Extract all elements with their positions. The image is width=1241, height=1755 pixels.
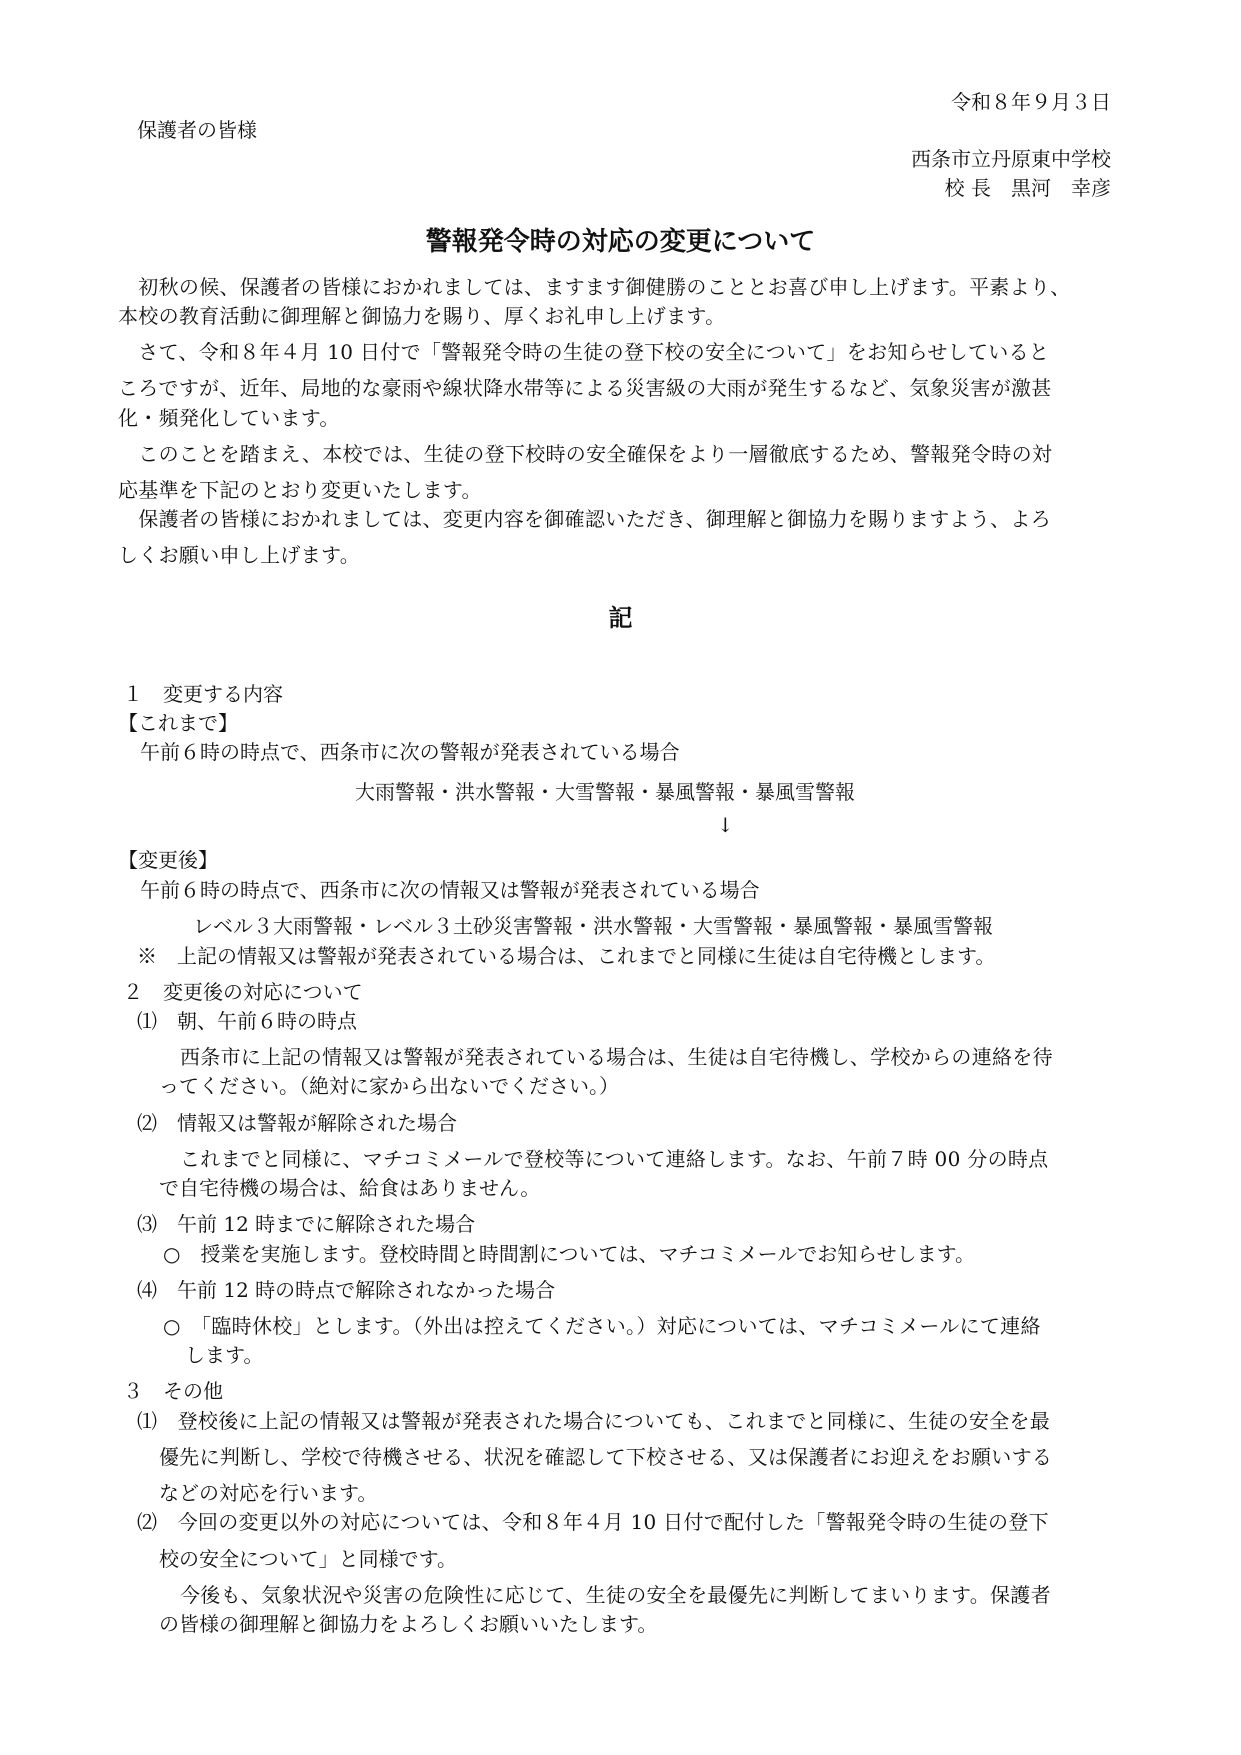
recipient: 保護者の皆様: [137, 118, 257, 142]
document-date: 令和８年９月３日: [951, 90, 1111, 114]
before-label: 【これまで】: [118, 711, 238, 735]
intro-line: 保護者の皆様におかれましては、変更内容を御確認いただき、御理解と御協力を賜りますよう、よろ: [118, 507, 1051, 531]
item-text: ○ 授業を実施します。登校時間と時間割については、マチコミメールでお知らせします。: [163, 1242, 976, 1266]
section-heading: ２ 変更後の対応について: [123, 980, 363, 1004]
after-label: 【変更後】: [118, 848, 218, 872]
closing-text: の皆様の御理解と御協力をよろしくお願いいたします。: [159, 1612, 658, 1636]
intro-line: このことを踏まえ、本校では、生徒の登下校時の安全確保をより一層徹底するため、警報発令時の対: [118, 442, 1053, 466]
item-text: で自宅待機の場合は、給食はありません。: [159, 1176, 541, 1200]
arrow-down-icon: ↓: [717, 813, 734, 837]
intro-line: ころですが、近年、局地的な豪雨や線状降水帯等による災害級の大雨が発生するなど、気象災害が激甚: [118, 376, 1052, 400]
ki-heading: 記: [608, 604, 633, 632]
item-text: 校の安全について」と同様です。: [159, 1547, 457, 1571]
after-text: 午前６時の時点で、西条市に次の情報又は警報が発表されている場合: [140, 878, 760, 902]
item-title: ⑴ 朝、午前６時の時点: [137, 1009, 357, 1033]
intro-line: 本校の教育活動に御理解と御協力を賜り、厚くお礼申し上げます。: [118, 304, 726, 328]
intro-line: 初秋の候、保護者の皆様におかれましては、ますます御健勝のこととお喜び申し上げます。平素より、: [118, 275, 1071, 299]
after-warning-list: レベル３大雨警報・レベル３土砂災害警報・洪水警報・大雪警報・暴風警報・暴風雪警報: [193, 914, 993, 938]
document-title: 警報発令時の対応の変更について: [425, 227, 816, 257]
before-text: 午前６時の時点で、西条市に次の警報が発表されている場合: [140, 740, 680, 764]
item-text: ○ 「臨時休校」とします。（外出は控えてください。）対応については、マチコミメールにて連絡: [163, 1314, 1041, 1338]
before-warning-list: 大雨警報・洪水警報・大雪警報・暴風警報・暴風雪警報: [355, 780, 855, 804]
section-heading: ３ その他: [123, 1379, 223, 1403]
item-title: ⑵ 情報又は警報が解除された場合: [137, 1111, 457, 1135]
item-title: ⑷ 午前 12 時の時点で解除されなかった場合: [137, 1278, 556, 1302]
intro-line: 化・頻発化しています。: [118, 406, 340, 430]
intro-line: しくお願い申し上げます。: [118, 543, 360, 567]
note: ※ 上記の情報又は警報が発表されている場合は、これまでと同様に生徒は自宅待機とします。: [137, 944, 996, 968]
item-text: します。: [185, 1343, 264, 1367]
item-text: ⑴ 登校後に上記の情報又は警報が発表された場合についても、これまでと同様に、生徒の安全を最: [137, 1409, 1051, 1433]
section-heading: １ 変更する内容: [123, 682, 283, 706]
intro-line: 応基準を下記のとおり変更いたします。: [118, 478, 482, 502]
item-text: ⑵ 今回の変更以外の対応については、令和８年４月 10 日付で配付した「警報発令時の生徒の登下: [137, 1510, 1049, 1534]
item-text: 優先に判断し、学校で待機させる、状況を確認して下校させる、又は保護者にお迎えをお願いする: [159, 1445, 1053, 1469]
intro-line: さて、令和８年４月 10 日付で「警報発令時の生徒の登下校の安全について」をお知らせしていると: [118, 340, 1050, 364]
item-text: これまでと同様に、マチコミメールで登校等について連絡します。なお、午前７時 00 分の時点: [180, 1147, 1049, 1171]
closing-text: 今後も、気象状況や災害の危険性に応じて、生徒の安全を最優先に判断してまいります。保護者: [180, 1583, 1051, 1607]
item-text: ってください。（絶対に家から出ないでください。）: [159, 1074, 619, 1098]
item-title: ⑶ 午前 12 時までに解除された場合: [137, 1212, 476, 1236]
item-text: 西条市に上記の情報又は警報が発表されている場合は、生徒は自宅待機し、学校からの連絡を待: [180, 1045, 1053, 1069]
school-name: 西条市立丹原東中学校: [911, 147, 1111, 171]
principal-name: 校 長 黒河 幸彦: [944, 176, 1111, 200]
item-text: などの対応を行います。: [159, 1481, 378, 1505]
